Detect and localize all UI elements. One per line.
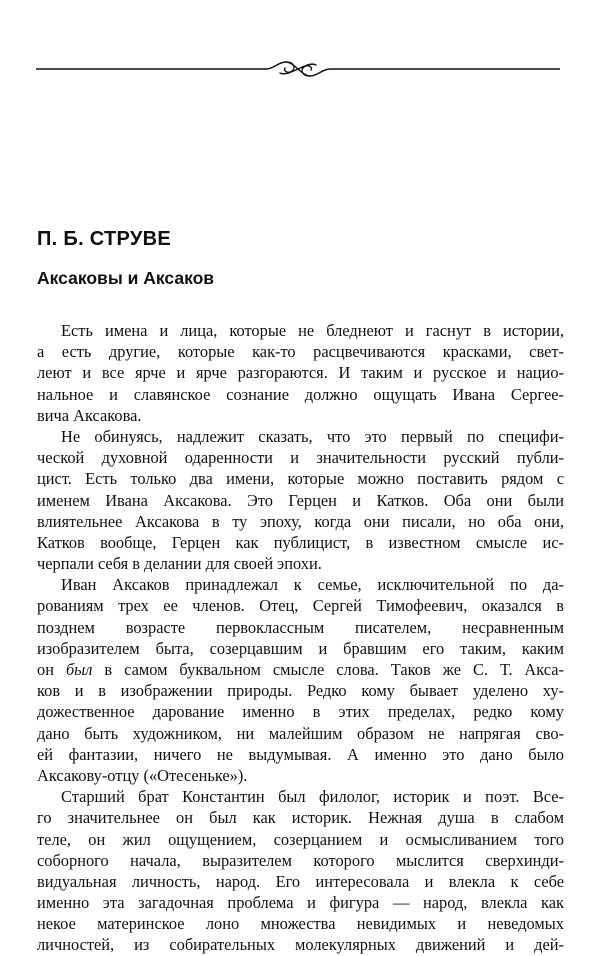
body-line — [37, 659, 564, 680]
italic-word: был — [65, 660, 93, 679]
body-line: ей фантазии, ничего не выдумывая. А именно это дано было — [37, 744, 564, 764]
body-line: рованиям трех ее членов. Отец, Сергей Тимофеевич, оказался в — [37, 596, 564, 616]
body-line: вича Аксакова. — [37, 405, 142, 425]
body-line: Катков вообще, Герцен как публицист, в известном смысле ис- — [37, 532, 564, 552]
body-line-start: он — [37, 660, 54, 679]
body-line: Не обинуясь, надлежит сказать, что это первый по специфи- — [61, 426, 564, 446]
body-line: а есть другие, которые как-то расцвечиваются красками, свет- — [37, 342, 564, 362]
body-line: именно эта загадочная проблема и фигура — народ, влекла как — [37, 893, 564, 913]
body-line: соборного начала, выразителем которого мыслится сверхинди- — [37, 850, 564, 870]
body-line: Старший брат Константин был филолог, историк и поэт. Все- — [61, 787, 564, 807]
body-line: ков и в изображении природы. Редко кому бывает уделено ху- — [37, 681, 564, 701]
body-line: Аксакову-отцу («Отесеньке»). — [37, 765, 248, 785]
author-name: П. Б. СТРУВЕ — [37, 228, 172, 250]
body-line-end: в самом буквальном смысле слова. Таков же С. Т. Акса- — [104, 660, 564, 679]
header-ornament — [36, 58, 560, 80]
body-line: именем Ивана Аксакова. Это Герцен и Катков. Оба они были — [37, 490, 564, 510]
body-line: личностей, из собирательных молекулярных движений и дей- — [37, 935, 564, 955]
body-line: теле, он жил ощущением, созерцанием и осмысливанием того — [37, 829, 564, 849]
flourish-icon — [266, 62, 330, 76]
body-line: нальное и славянское сознание должно ощущать Ивана Сергее- — [37, 384, 564, 404]
body-line: черпали себя в делании для своей эпохи. — [37, 554, 322, 574]
body-line: видуальная личность, народ. Его интересовала и влекла к себе — [37, 871, 564, 891]
article-title: Аксаковы и Аксаков — [37, 268, 215, 288]
body-line: го значительнее он был как историк. Нежная душа в слабом — [37, 808, 564, 828]
body-line: Иван Аксаков принадлежал к семье, исключительной по да- — [61, 575, 564, 595]
body-line: цист. Есть только два имени, которые можно поставить рядом с — [37, 469, 564, 489]
body-line: некое материнское лоно множества невидимых и неведомых — [37, 914, 564, 934]
body-line: влиятельнее Аксакова в ту эпоху, когда они писали, но оба они, — [37, 511, 564, 531]
body-line: позднем возрасте первоклассным писателем, несравненным — [37, 617, 564, 637]
article-body — [37, 320, 564, 956]
body-line: леют и все ярче и ярче разгораются. И таким и русское и нацио- — [37, 363, 564, 383]
body-line: ческой духовной одаренности и значительности русский публи- — [37, 448, 564, 468]
body-line: дожественное дарование именно в этих пределах, редко кому — [37, 702, 564, 722]
body-line: Есть имена и лица, которые не бледнеют и гаснут в истории, — [61, 321, 564, 340]
body-line: изобразителем быта, созерцавшим и бравшим его таким, каким — [37, 638, 564, 658]
body-line: дано быть художником, ни малейшим образом не напрягая сво- — [37, 723, 564, 743]
